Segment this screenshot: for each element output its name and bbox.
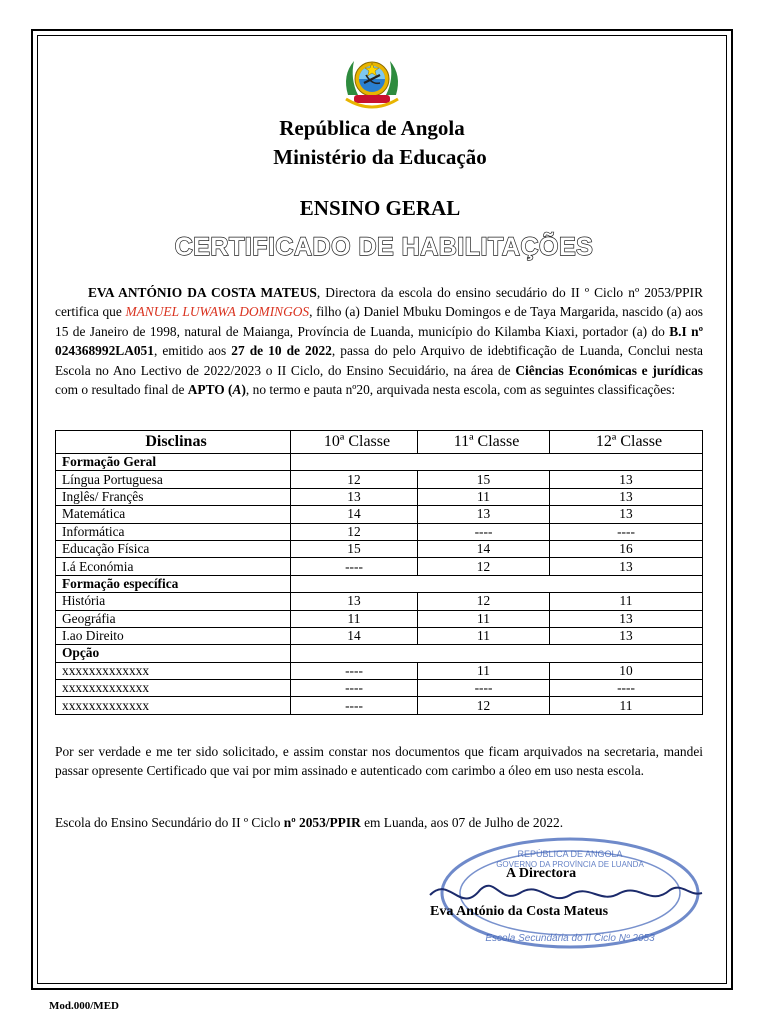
grades-table bbox=[55, 430, 703, 715]
table-row: xxxxxxxxxxxxx ---- 12 11 bbox=[56, 697, 703, 714]
table-row: I.ao Direito 14 11 13 bbox=[56, 627, 703, 644]
ministry-title: Ministério da Educação bbox=[273, 145, 487, 169]
issue-date: 27 de 10 de 2022 bbox=[231, 343, 332, 359]
table-row: I.á Económia ---- 12 13 bbox=[56, 558, 703, 575]
section-row: Opção bbox=[56, 645, 703, 662]
svg-text:Escola Secundária do II Ciclo: Escola Secundária do II Ciclo Nº 2053 bbox=[485, 933, 655, 944]
study-area: Ciências Económicas e jurídicas bbox=[515, 362, 703, 378]
table-row: Matemática 14 13 13 bbox=[56, 506, 703, 523]
angola-emblem-icon bbox=[340, 55, 404, 113]
table-row: xxxxxxxxxxxxx ---- ---- ---- bbox=[56, 680, 703, 697]
closing-paragraph: Por ser verdade e me ter sido solicitado, e assim constar nos documentos que ficam arquivados na secretaria, mandei passar opresente Certificado que vai por mim assinado e autenticado com carimbo a óleo em uso nesta escola. bbox=[55, 744, 703, 779]
table-row: Língua Portuguesa 12 15 13 bbox=[56, 471, 703, 488]
table-row: Geográfia 11 11 13 bbox=[56, 610, 703, 627]
director-name: EVA ANTÓNIO DA COSTA MATEUS bbox=[88, 285, 317, 300]
certification-paragraph: EVA ANTÓNIO DA COSTA MATEUS, Directora da escola do ensino secudário do II º Ciclo nº 2053/PPIR certifica que MANUEL LUWAWA DOMINGOS, filho (a) Daniel Mbuku Domingos e de Taya Margarida, nascido (a) aos 15 de Janeiro de 1998, natural de Maianga, Província de Luanda, município do Kilamba Kiaxi, portador (a) do B.I nº 024368992LA051, emitido aos 27 de 10 de 2022, passa do pelo Arquivo de idebtificação de Luanda, Conclui nesta Escola no Ano Lectivo de 2022/2023 o II Ciclo, do Ensino Secuidário, na área de Ciências Económicas e jurídicas com o resultado final de APTO (A), no termo e pauta nº20, arquivada nesta escola, com as seguintes classificações: bbox=[55, 285, 703, 398]
table-row: xxxxxxxxxxxxx ---- 11 10 bbox=[56, 662, 703, 679]
header-grade-11: 11ª Classe bbox=[418, 431, 550, 454]
svg-text:REPÚBLICA DE ANGOLA: REPÚBLICA DE ANGOLA bbox=[517, 849, 623, 859]
form-code: Mod.000/MED bbox=[49, 1000, 119, 1012]
school-stamp-icon bbox=[420, 835, 710, 953]
signatory-role: A Directora bbox=[506, 866, 577, 881]
signatory-name: Eva António da Costa Mateus bbox=[430, 904, 609, 919]
header-grade-12: 12ª Classe bbox=[550, 431, 703, 454]
svg-text:GOVERNO DA PROVÍNCIA DE LUANDA: GOVERNO DA PROVÍNCIA DE LUANDA bbox=[496, 860, 644, 869]
final-result: APTO (A) bbox=[187, 382, 246, 398]
place-date-line: Escola do Ensino Secundário do II º Ciclo nº 2053/PPIR em Luanda, aos 07 de Julho de 2022. bbox=[55, 815, 564, 830]
section-title: ENSINO GERAL bbox=[299, 196, 461, 220]
table-row: Informática 12 ---- ---- bbox=[56, 523, 703, 540]
section-row: Formação específica bbox=[56, 575, 703, 592]
student-name: MANUEL LUWAWA DOMINGOS bbox=[125, 304, 310, 320]
header-grade-10: 10ª Classe bbox=[291, 431, 418, 454]
section-row: Formação Geral bbox=[56, 454, 703, 471]
bi-number: B.I nº 024368992LA051 bbox=[55, 323, 703, 359]
header-subject: Disclinas bbox=[56, 431, 291, 454]
table-row: Inglês/ Françês 13 11 13 bbox=[56, 488, 703, 505]
republic-title: República de Angola bbox=[279, 116, 465, 140]
table-row: Educação Física 15 14 16 bbox=[56, 540, 703, 557]
table-row: História 13 12 11 bbox=[56, 593, 703, 610]
certificate-title: CERTIFICADO DE HABILITAÇÕES bbox=[174, 233, 594, 261]
table-header-row bbox=[56, 431, 703, 454]
